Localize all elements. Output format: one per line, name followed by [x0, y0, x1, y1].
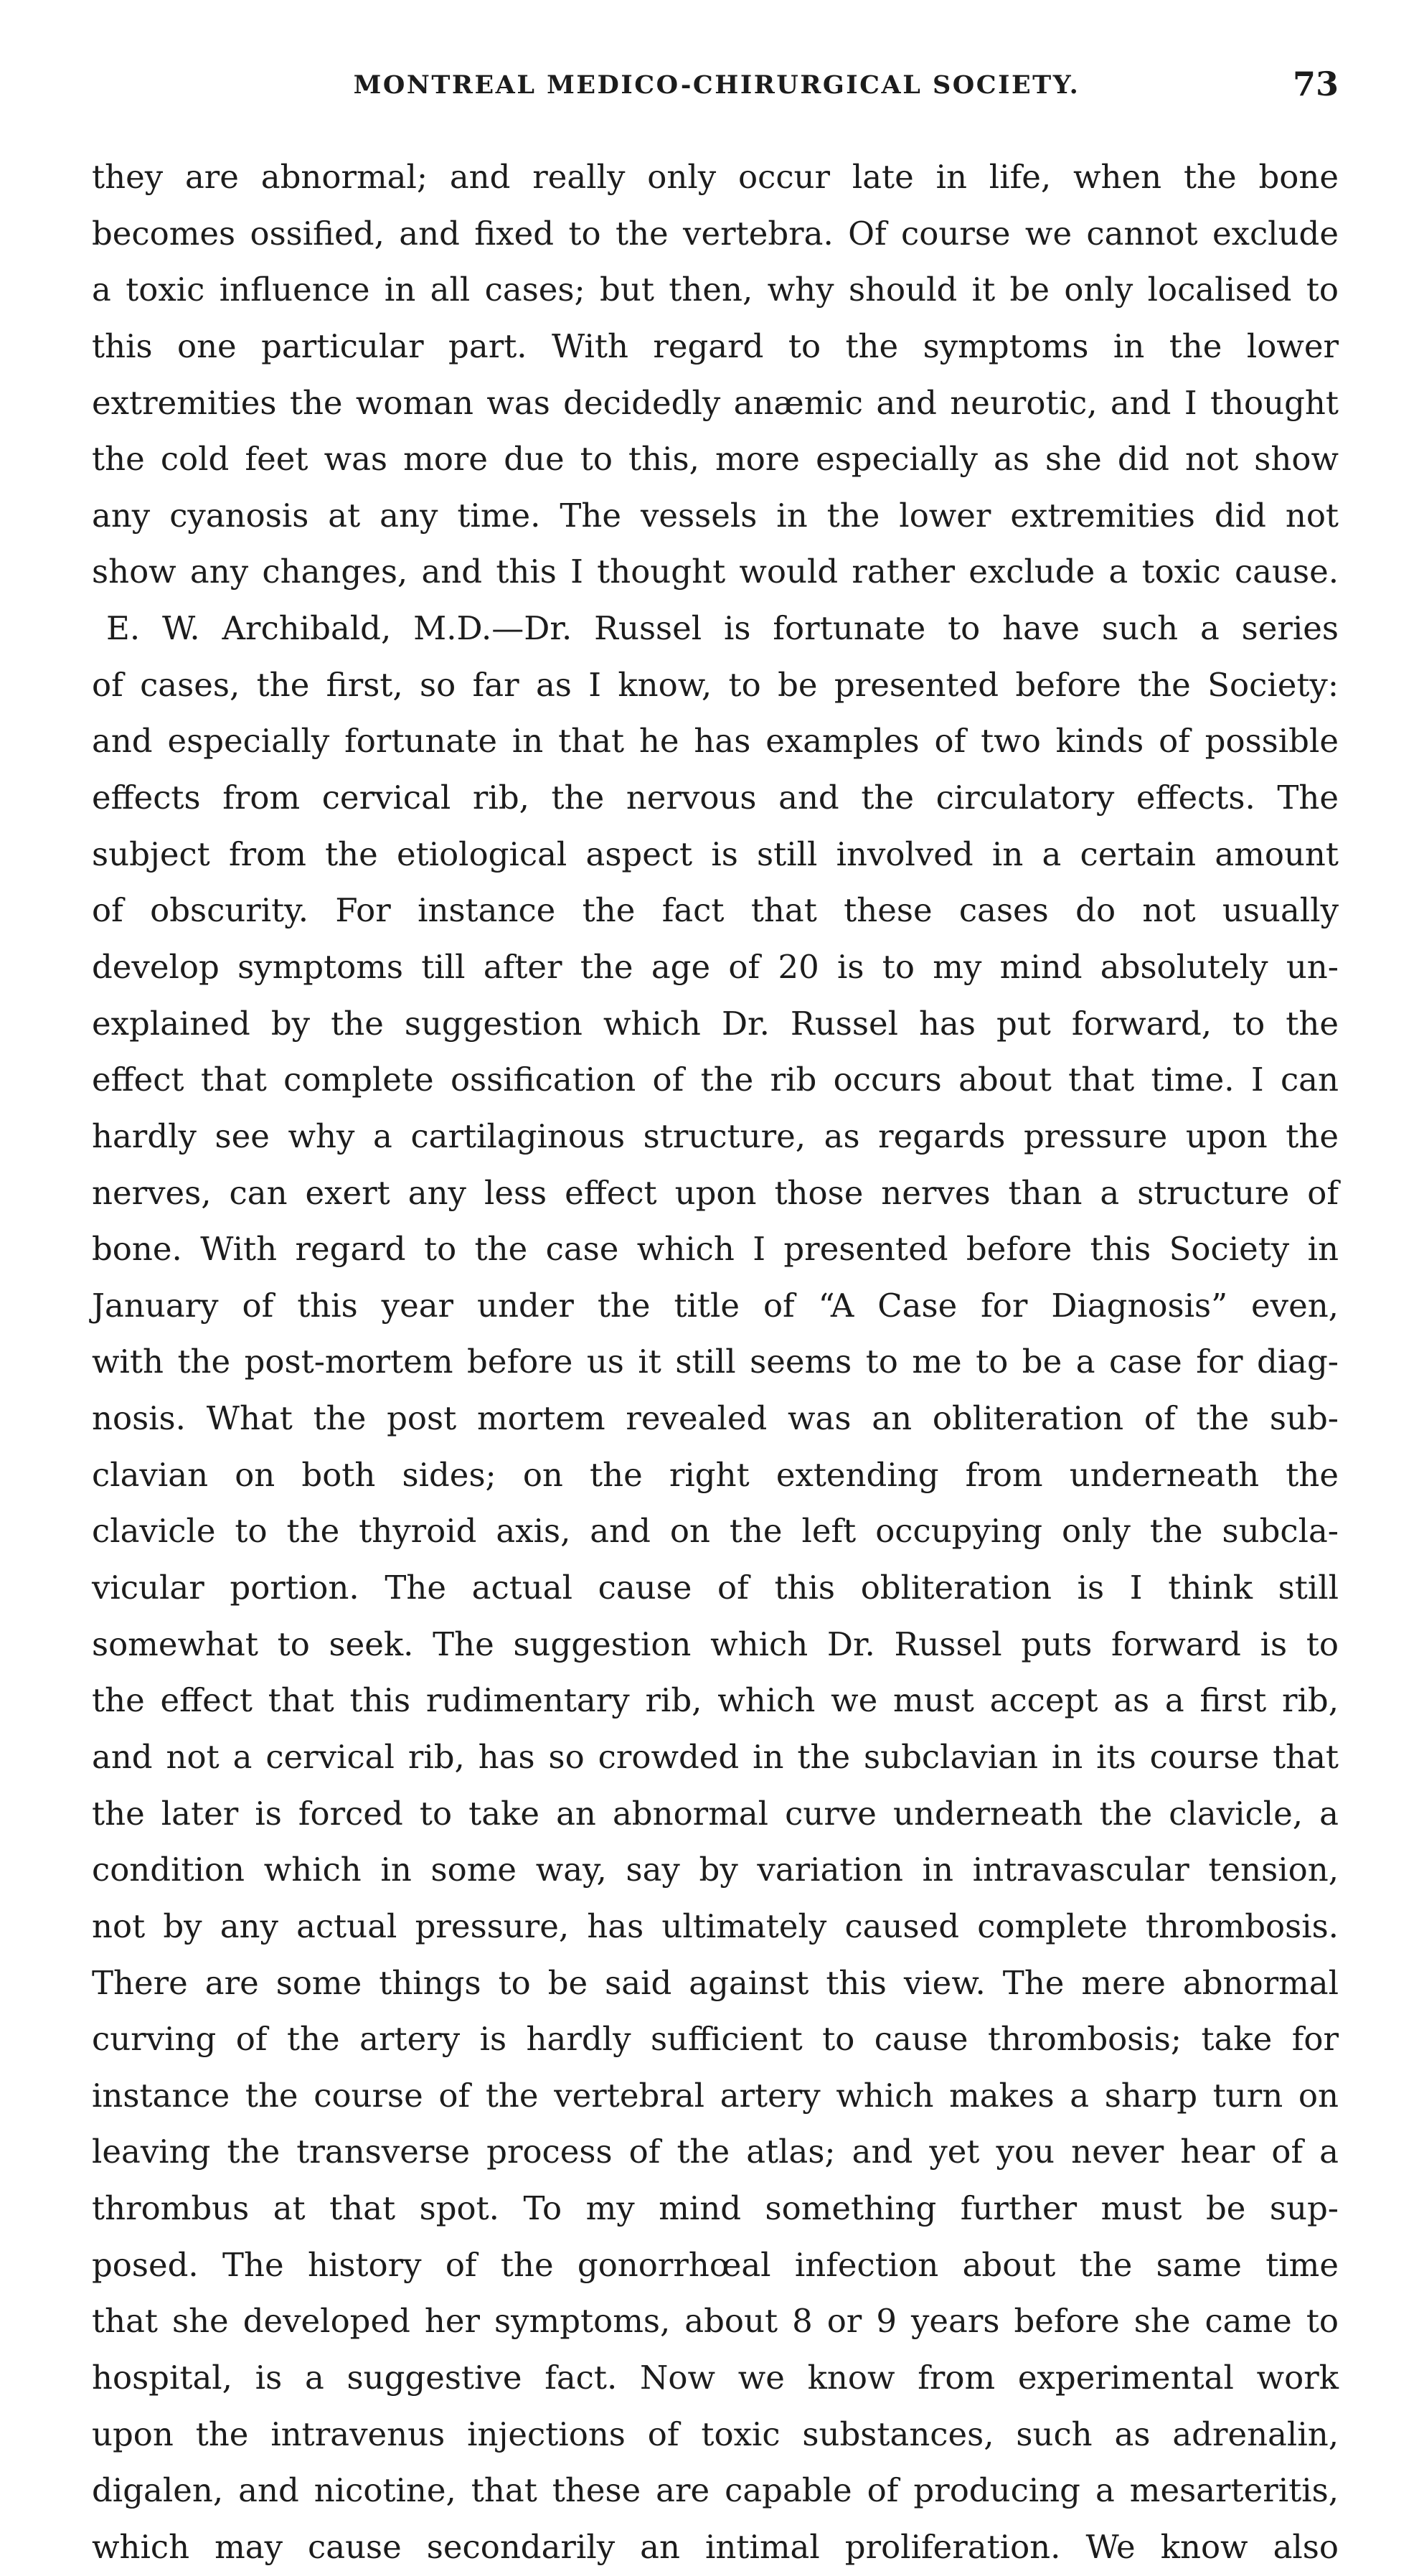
text-line: explained by the suggestion which Dr. Russel has put forward, to the — [92, 1004, 1339, 1043]
text-line: bone. With regard to the case which I presented before this Society in — [92, 1230, 1339, 1269]
text-line: with the post-mortem before us it still seems to me to be a case for diag- — [92, 1343, 1339, 1381]
text-line: which may cause secondarily an intimal proliferation. We know also — [92, 2527, 1339, 2566]
paragraph-start-line: E. W. Archibald, M.D.—Dr. Russel is fortunate to have such a series — [106, 609, 1339, 648]
text-line: There are some things to be said against this view. The mere abnormal — [92, 1963, 1339, 2002]
text-line: extremities the woman was decidedly anæmic and neurotic, and I thought — [92, 383, 1339, 422]
body-text — [92, 149, 1339, 2576]
text-line: January of this year under the title of “A Case for Diagnosis” even, — [92, 1286, 1339, 1325]
text-line: hardly see why a cartilaginous structure, as regards pressure upon the — [92, 1117, 1339, 1155]
text-line: instance the course of the vertebral artery which makes a sharp turn on — [92, 2076, 1339, 2115]
text-line: posed. The history of the gonorrhœal infection about the same time — [92, 2245, 1339, 2284]
text-line: effect that complete ossification of the rib occurs about that time. I can — [92, 1061, 1339, 1099]
text-line: the later is forced to take an abnormal curve underneath the clavicle, a — [92, 1794, 1339, 1833]
text-line: clavian on both sides; on the right extending from underneath the — [92, 1455, 1339, 1494]
text-line: vicular portion. The actual cause of this obliteration is I think still — [92, 1569, 1339, 1607]
text-line: becomes ossified, and fixed to the vertebra. Of course we cannot exclude — [92, 214, 1339, 253]
text-line: the cold feet was more due to this, more especially as she did not show — [92, 440, 1339, 479]
text-line: of cases, the first, so far as I know, to be presented before the Society: — [92, 665, 1339, 704]
text-line: hospital, is a suggestive fact. Now we know from experimental work — [92, 2358, 1339, 2397]
text-line: of obscurity. For instance the fact that these cases do not usually — [92, 891, 1339, 930]
page-number: 73 — [1292, 65, 1339, 103]
text-line: develop symptoms till after the age of 20 is to my mind absolutely un- — [92, 947, 1339, 986]
text-line: effects from cervical rib, the nervous and the circulatory effects. The — [92, 779, 1339, 817]
text-line: any cyanosis at any time. The vessels in the lower extremities did not — [92, 496, 1339, 535]
text-line: a toxic influence in all cases; but then, why should it be only localised to — [92, 271, 1339, 309]
text-line: nerves, can exert any less effect upon those nerves than a structure of — [92, 1173, 1339, 1212]
text-line: curving of the artery is hardly sufficient to cause thrombosis; take for — [92, 2020, 1339, 2059]
text-line: clavicle to the thyroid axis, and on the left occupying only the subcla- — [92, 1512, 1339, 1551]
text-line: leaving the transverse process of the atlas; and yet you never hear of a — [92, 2133, 1339, 2171]
text-line: that she developed her symptoms, about 8 or 9 years before she came to — [92, 2302, 1339, 2341]
text-line: and not a cervical rib, has so crowded in the subclavian in its course that — [92, 1737, 1339, 1776]
text-line: this one particular part. With regard to the symptoms in the lower — [92, 326, 1339, 365]
text-line: they are abnormal; and really only occur late in life, when the bone — [92, 158, 1339, 196]
text-line: condition which in some way, say by variation in intravascular tension, — [92, 1851, 1339, 1889]
text-line: somewhat to seek. The suggestion which Dr. Russel puts forward is to — [92, 1625, 1339, 1663]
text-line: show any changes, and this I thought would rather exclude a toxic cause. — [92, 553, 1339, 591]
text-line: thrombus at that spot. To my mind something further must be sup- — [92, 2189, 1339, 2228]
text-line: subject from the etiological aspect is still involved in a certain amount — [92, 835, 1339, 873]
text-line: upon the intravenus injections of toxic substances, such as adrenalin, — [92, 2415, 1339, 2453]
text-line: the effect that this rudimentary rib, which we must accept as a first rib, — [92, 1681, 1339, 1720]
text-line: and especially fortunate in that he has examples of two kinds of possible — [92, 722, 1339, 761]
text-line: not by any actual pressure, has ultimately caused complete thrombosis. — [92, 1907, 1339, 1945]
text-line: nosis. What the post mortem revealed was an obliteration of the sub- — [92, 1399, 1339, 1438]
running-title: MONTREAL MEDICO-CHIRURGICAL SOCIETY. — [353, 70, 1080, 100]
text-line: digalen, and nicotine, that these are capable of producing a mesarteritis, — [92, 2471, 1339, 2510]
page-header — [95, 65, 1339, 113]
